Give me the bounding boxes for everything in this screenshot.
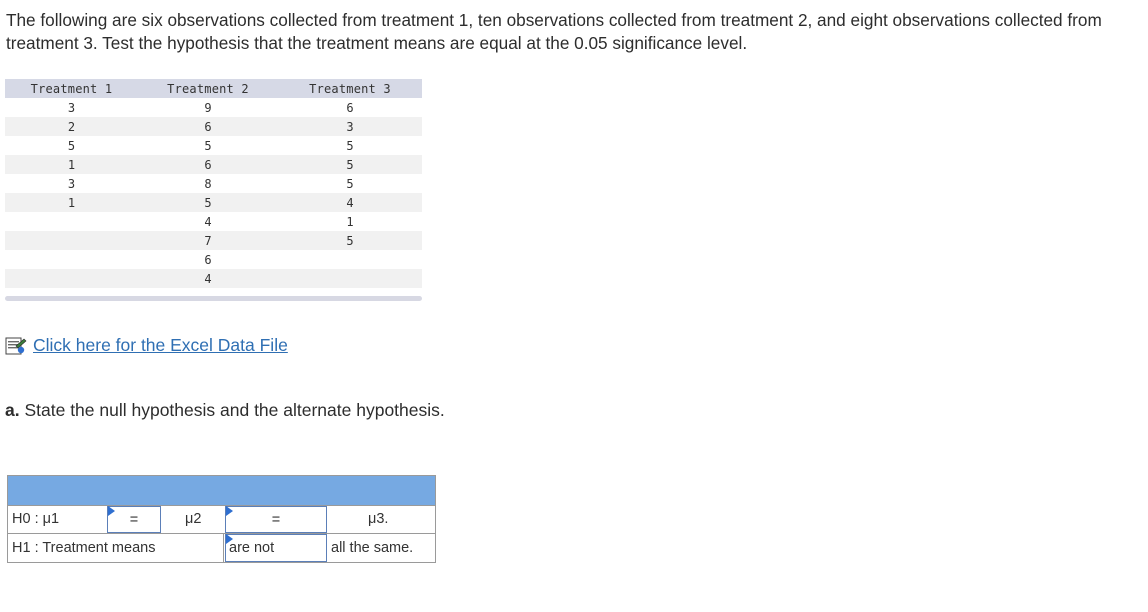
table-cell (5, 212, 138, 231)
dropdown-marker-icon (108, 506, 115, 516)
table-cell: 6 (346, 100, 354, 115)
table-row (5, 117, 422, 136)
table-cell: 5 (278, 231, 422, 250)
table-cell: 4 (138, 269, 278, 288)
problem-intro: The following are six observations collected from treatment 1, ten observations collected from treatment 2, and eight observations collected from treatment 3. Test the hypothesis that the treatment means are equal at the 0.05 significance level. (6, 10, 1102, 53)
table-row (5, 250, 422, 269)
table-cell: 3 (67, 100, 76, 115)
table-cell: 2 (5, 117, 138, 136)
excel-link-text[interactable]: Click here for the Excel Data File (33, 335, 288, 355)
table-row (5, 193, 422, 212)
table-cell: 1 (5, 193, 138, 212)
table-cell: 6 (138, 117, 278, 136)
dropdown-value: are not (229, 540, 275, 556)
table-row (5, 174, 422, 193)
h0-label: H0 : μ1 (12, 511, 60, 527)
table-cell (278, 269, 422, 288)
table-row (5, 269, 422, 288)
dropdown-value: = (129, 511, 139, 528)
table-cell: 4 (278, 193, 422, 212)
table-cell: 5 (346, 138, 354, 153)
column-divider (223, 533, 224, 562)
table-cell: 1 (346, 214, 354, 229)
excel-file-icon (5, 336, 27, 356)
table-cell: 5 (204, 138, 212, 153)
table-header-row (5, 79, 422, 98)
table-cell: 8 (204, 176, 212, 191)
h0-operator-dropdown-2[interactable] (225, 506, 327, 533)
h0-mu3: μ3. (368, 511, 389, 527)
table-cell (278, 250, 422, 269)
excel-data-link[interactable] (5, 335, 288, 356)
dropdown-marker-icon (226, 534, 233, 544)
table-cell: 3 (67, 176, 76, 191)
hypothesis-header-bar (8, 476, 435, 506)
hypothesis-grid (7, 475, 436, 563)
table-row (5, 231, 422, 250)
table-cell: 9 (204, 100, 212, 115)
question-number: a. (5, 400, 20, 420)
h1-label: H1 : Treatment means (12, 540, 156, 556)
h1-relation-dropdown[interactable] (225, 534, 327, 562)
table-cell: 7 (138, 231, 278, 250)
dropdown-marker-icon (226, 506, 233, 516)
question-a (5, 400, 445, 421)
column-header: Treatment 1 (5, 79, 138, 98)
table-cell: 5 (278, 155, 422, 174)
table-row (5, 212, 422, 231)
column-header: Treatment 2 (138, 79, 278, 98)
table-cell (5, 250, 138, 269)
table-row (5, 98, 422, 117)
h1-end-text: all the same. (331, 540, 414, 556)
table-cell: 3 (278, 117, 422, 136)
table-cell (5, 231, 138, 250)
table-cell: 5 (346, 176, 354, 191)
h0-mu2: μ2 (185, 511, 202, 527)
data-table (5, 79, 422, 288)
table-cell: 6 (204, 252, 212, 267)
table-cell: 5 (138, 193, 278, 212)
column-header: Treatment 3 (278, 79, 422, 98)
dropdown-value: = (271, 511, 281, 528)
table-scrollbar[interactable] (5, 296, 422, 301)
table-cell: 1 (5, 155, 138, 174)
table-cell: 6 (138, 155, 278, 174)
table-cell: 5 (67, 138, 76, 153)
table-row (5, 155, 422, 174)
question-text: State the null hypothesis and the alternate hypothesis. (19, 400, 445, 420)
table-cell (5, 269, 138, 288)
h0-operator-dropdown-1[interactable] (107, 506, 161, 533)
table-cell: 4 (204, 214, 212, 229)
table-row (5, 136, 422, 155)
